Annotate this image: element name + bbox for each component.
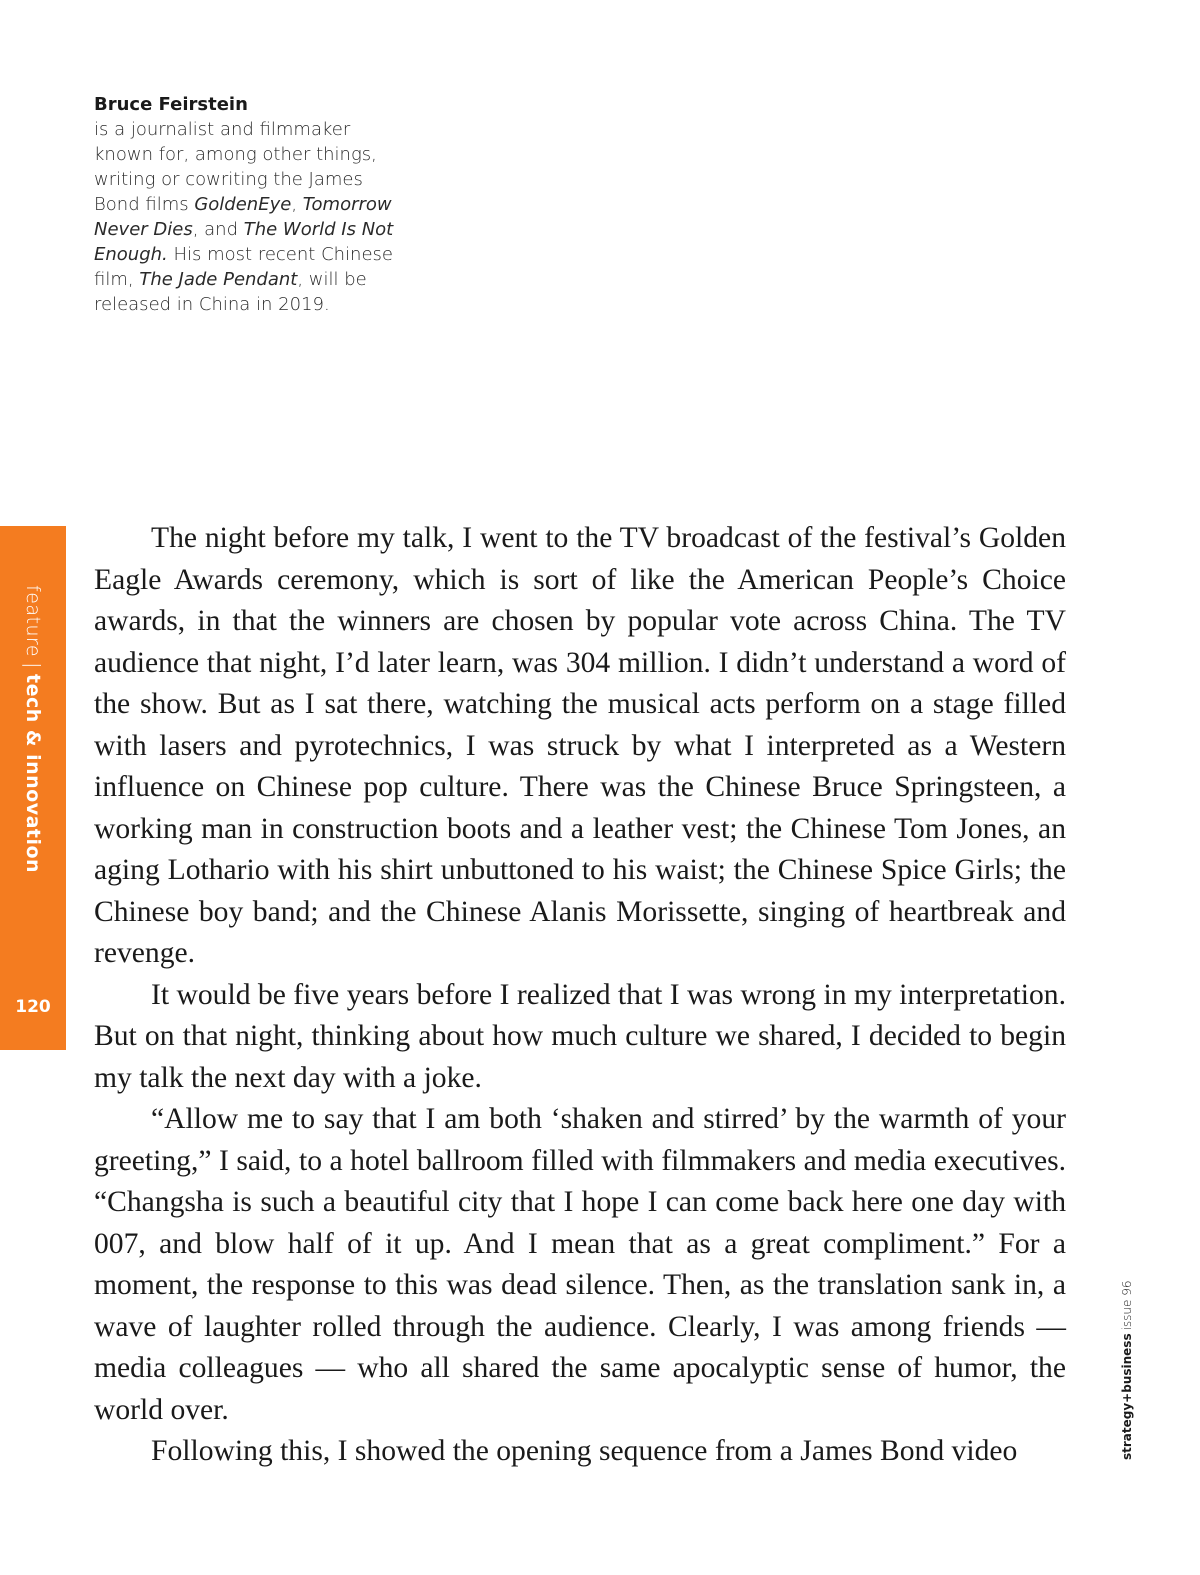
bio-text: , will be released in China in 2019. — [94, 269, 367, 315]
publication-name: strategy+business — [1120, 1333, 1134, 1460]
bio-film-title: GoldenEye — [194, 194, 292, 215]
section-name: feature — [22, 585, 44, 658]
bio-film-title: The World Is Not Enough. — [94, 219, 394, 265]
author-bio — [94, 92, 404, 317]
bio-text: , — [291, 194, 303, 215]
bio-text: is a journalist and filmmaker known for, among other things, writing or cowriting the James Bond films — [94, 119, 377, 215]
section-label — [22, 585, 44, 873]
article-paragraph: “Allow me to say that I am both ‘shaken and stirred’ by the warmth of your greeting,” I said, to a hotel ballroom filled with filmmakers and media executives. “Changsha is such a beautiful city that I hope I can come back here one day with 007, and blow half of it up. And I mean that as a great compliment.” For a moment, the response to this was dead silence. Then, as the translation sank in, a wave of laughter rolled through the audience. Clearly, I was among friends — media colleagues — who all shared the same apocalyptic sense of humor, the world over. — [94, 1103, 1066, 1426]
article-body — [94, 518, 1066, 1473]
article-paragraph: It would be five years before I realized that I was wrong in my interpretation. But on that night, thinking about how much culture we shared, I decided to begin my talk the next day with a joke. — [94, 978, 1066, 1094]
section-topic: tech & innovation — [22, 674, 44, 874]
publication-footer — [1120, 1280, 1134, 1460]
article-paragraph: Following this, I showed the opening sequence from a James Bond video — [151, 1435, 1018, 1467]
bio-film-title: The Jade Pendant — [139, 269, 298, 290]
article-paragraph: The night before my talk, I went to the TV broadcast of the festival’s Golden Eagle Awards ceremony, which is sort of like the American People’s Choice awards, in that the winners are chosen by popular vote across China. The TV audience that night, I’d later learn, was 304 million. I didn’t understand a word of the show. But as I sat there, watching the musical acts perform on a stage filled with lasers and pyrotechnics, I was struck by what I interpreted as a Western influence on Chinese pop culture. There was the Chinese Bruce Springsteen, a working man in construction boots and a leather vest; the Chinese Tom Jones, an aging Lothario with his shirt unbuttoned to his waist; the Chinese Spice Girls; the Chinese boy band; and the Chinese Alanis Morissette, singing of heartbreak and revenge. — [94, 522, 1066, 969]
author-name: Bruce Feirstein — [94, 94, 248, 115]
page-number: 120 — [15, 997, 51, 1017]
issue-number: issue 96 — [1120, 1280, 1134, 1331]
section-separator: | — [22, 662, 44, 670]
bio-text: , and — [192, 219, 244, 240]
bio-text: His most recent Chinese film, — [94, 244, 393, 290]
bio-film-title: Tomorrow Never Dies — [94, 194, 392, 240]
